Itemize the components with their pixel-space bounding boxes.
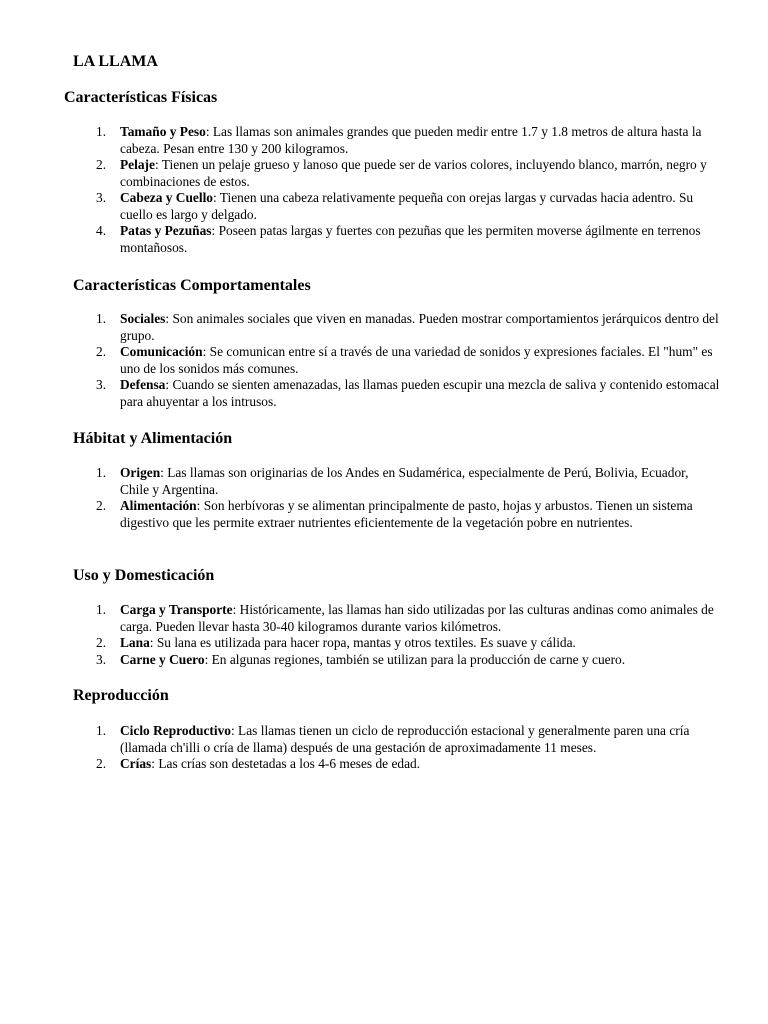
list-number: 3. [96, 377, 107, 392]
list-item [96, 157, 720, 190]
list-item [96, 635, 720, 652]
list-text: : Las llamas tienen un ciclo de reproducción estacional y generalmente paren una cría (llamada ch'illi o cría de llama) después de una gestación de aproximadamente 11 meses. [120, 723, 690, 755]
list-text: : Tienen una cabeza relativamente pequeña con orejas largas y curvadas hacia adentro. Su cuello es largo y delgado. [120, 190, 694, 222]
list-term: Cabeza y Cuello [120, 190, 213, 205]
list-text: : Cuando se sienten amenazadas, las llamas pueden escupir una mezcla de saliva y contenido estomacal para ahuyentar a los intrusos. [120, 377, 720, 409]
list-term: Comunicación [120, 344, 203, 359]
list-caracteristicas-fisicas [96, 124, 720, 256]
list-term: Ciclo Reproductivo [120, 723, 231, 738]
section-heading-caracteristicas-fisicas: Características Físicas [64, 89, 218, 106]
list-item [96, 756, 720, 773]
list-term: Origen [120, 465, 161, 480]
list-number: 1. [96, 465, 107, 480]
list-item [96, 602, 720, 635]
list-text: : Las llamas son animales grandes que pueden medir entre 1.7 y 1.8 metros de altura hasta la cabeza. Pesan entre 130 y 200 kilogramos. [120, 124, 702, 156]
list-number: 1. [96, 602, 107, 617]
list-number: 3. [96, 190, 107, 205]
list-number: 2. [96, 344, 107, 359]
list-term: Sociales [120, 311, 166, 326]
list-number: 2. [96, 157, 107, 172]
list-item [96, 223, 720, 256]
list-text: : Poseen patas largas y fuertes con pezuñas que les permiten moverse ágilmente en terrenos montañosos. [120, 223, 701, 255]
list-item [96, 723, 720, 756]
list-term: Patas y Pezuñas [120, 223, 212, 238]
list-term: Pelaje [120, 157, 155, 172]
list-text: : Su lana es utilizada para hacer ropa, mantas y otros textiles. Es suave y cálida. [149, 635, 576, 650]
list-item [96, 498, 720, 531]
list-number: 4. [96, 223, 107, 238]
list-term: Crías [120, 756, 152, 771]
list-number: 1. [96, 311, 107, 326]
list-number: 2. [96, 498, 107, 513]
list-item [96, 311, 720, 344]
list-term: Tamaño y Peso [120, 124, 206, 139]
list-item [96, 190, 720, 223]
list-term: Alimentación [120, 498, 197, 513]
list-text: : Son animales sociales que viven en manadas. Pueden mostrar comportamientos jerárquicos dentro del grupo. [120, 311, 719, 343]
list-number: 2. [96, 756, 107, 771]
list-item [96, 651, 720, 669]
section-heading-caracteristicas-comportamentales: Características Comportamentales [73, 277, 311, 294]
document-title: LA LLAMA [73, 53, 158, 70]
list-text: : Las crías son destetadas a los 4-6 meses de edad. [151, 756, 421, 771]
list-term: Carga y Transporte [120, 602, 233, 617]
list-reproduccion [96, 723, 720, 773]
list-number: 3. [96, 651, 107, 667]
list-text: : Se comunican entre sí a través de una variedad de sonidos y expresiones faciales. El "hum" es uno de los sonidos más comunes. [120, 344, 713, 376]
list-item [96, 124, 720, 157]
list-text: : En algunas regiones, también se utilizan para la producción de carne y cuero. [204, 651, 626, 667]
list-habitat-alimentacion [96, 465, 720, 531]
list-item [96, 465, 720, 498]
list-item [96, 377, 720, 410]
section-heading-habitat-alimentacion: Hábitat y Alimentación [73, 430, 233, 447]
list-number: 1. [96, 124, 107, 139]
list-text: : Históricamente, las llamas han sido utilizadas por las culturas andinas como animales de carga. Pueden llevar hasta 30-40 kilogramos durante varios kilómetros. [120, 602, 714, 634]
list-caracteristicas-comportamentales [96, 311, 720, 410]
list-item [96, 344, 720, 377]
list-number: 2. [96, 635, 107, 650]
list-text: : Las llamas son originarias de los Andes en Sudamérica, especialmente de Perú, Bolivia, Ecuador, Chile y Argentina. [120, 465, 689, 497]
list-uso-domesticacion [96, 602, 720, 668]
list-text: : Son herbívoras y se alimentan principalmente de pasto, hojas y arbustos. Tienen un sistema digestivo que les permite extraer nutrientes eficientemente de la vegetación pobre en nutrientes. [120, 498, 693, 530]
section-heading-uso-domesticacion: Uso y Domesticación [73, 567, 215, 584]
list-text: : Tienen un pelaje grueso y lanoso que puede ser de varios colores, incluyendo blanco, marrón, negro y combinaciones de estos. [120, 157, 707, 189]
list-term: Carne y Cuero [120, 651, 205, 667]
list-number: 1. [96, 723, 107, 738]
section-heading-reproduccion: Reproducción [73, 687, 169, 704]
list-term: Lana [120, 635, 150, 650]
list-term: Defensa [120, 377, 166, 392]
